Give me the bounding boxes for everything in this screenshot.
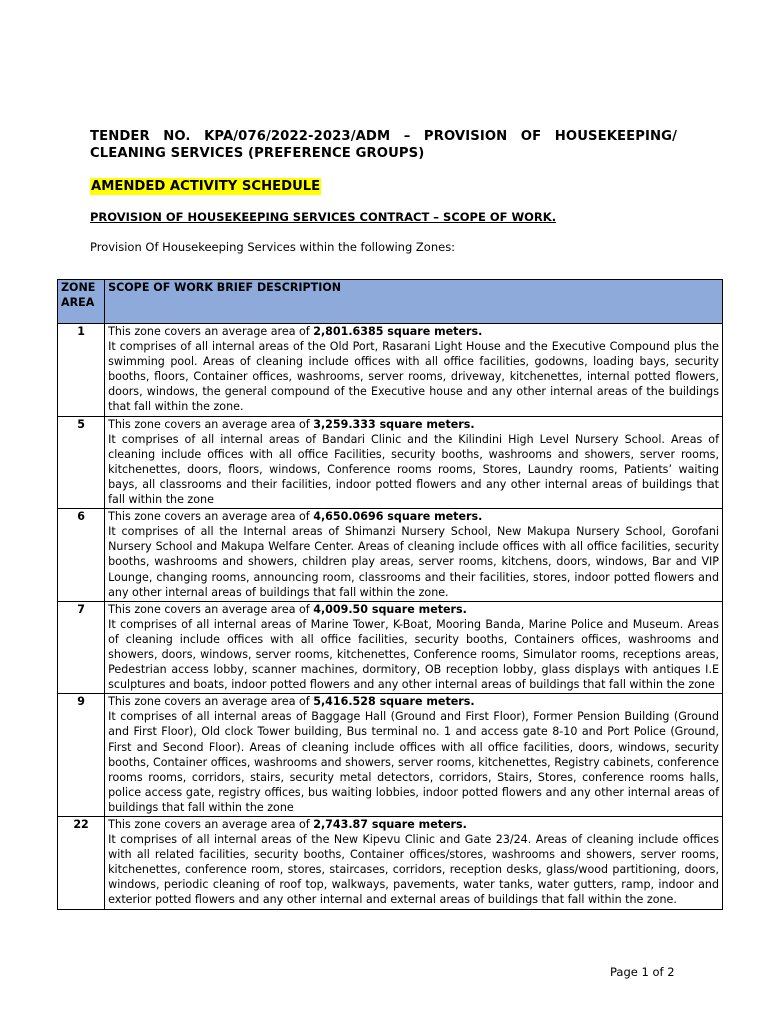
zone-area-line <box>108 509 719 524</box>
zone-number: 5 <box>58 416 105 509</box>
zone-area-line <box>108 817 719 832</box>
zones-table <box>57 279 723 910</box>
table-header-row <box>58 280 723 324</box>
area-prefix: This zone covers an average area of <box>108 602 314 616</box>
table-row <box>58 694 723 817</box>
zone-description <box>105 601 723 694</box>
zone-description <box>105 416 723 509</box>
table-row <box>58 509 723 602</box>
intro-text: Provision Of Housekeeping Services within the following Zones: <box>90 240 456 254</box>
page-number: Page 1 of 2 <box>610 965 675 979</box>
zone-description-text: It comprises of all internal areas of the Old Port, Rasarani Light House and the Executive Compound plus the swimming pool. Areas of cleaning include offices with all office facilities, godowns, loading bays, security booths, floors, Container offices, washrooms, server rooms, driveway, kitchenettes, internal potted flowers, doors, windows, the general compound of the Executive house and any other internal areas of the buildings that fall within the zone. <box>108 340 719 414</box>
tender-title: TENDER NO. KPA/076/2022-2023/ADM – PROVISION OF HOUSEKEEPING/ CLEANING SERVICES (PREFERENCE GROUPS) <box>90 129 677 161</box>
zone-number: 1 <box>58 324 105 417</box>
zone-area-line <box>108 417 719 432</box>
area-value: 2,743.87 square meters. <box>313 818 467 831</box>
zone-description-text: It comprises of all internal areas of Marine Tower, K-Boat, Mooring Banda, Marine Police and Museum. Areas of cleaning include offices with all office facilities, security booths, Containers offices, washrooms and showers, doors, windows, server rooms, kitchenettes, Conference rooms, Simulator rooms, receptions areas, Pedestrian access lobby, scanner machines, dormitory, OB reception lobby, glass displays with antiques I.E sculptures and boats, indoor potted flowers and any other internal areas of buildings that fall within the zone <box>108 617 719 692</box>
area-prefix: This zone covers an average area of <box>108 818 314 831</box>
table-row <box>58 324 723 417</box>
zone-number: 9 <box>58 694 105 817</box>
area-value: 4,009.50 square meters. <box>313 602 467 616</box>
table-row <box>58 817 723 910</box>
area-prefix: This zone covers an average area of <box>108 325 314 338</box>
table-row <box>58 601 723 694</box>
zone-description <box>105 324 723 417</box>
zone-description-text: It comprises of all internal areas of the New Kipevu Clinic and Gate 23/24. Areas of cleaning include offices with all related facilities, security booths, Container offices/stores, washrooms and showers, server rooms, kitchenettes, conference room, stores, staircases, corridors, reception desks, glass/wood partitioning, doors, windows, periodic cleaning of roof top, walkways, pavements, water tanks, water gutters, ramp, indoor and exterior potted flowers and any other internal and external areas of buildings that fall within the zone. <box>108 833 719 907</box>
scope-description-header: SCOPE OF WORK BRIEF DESCRIPTION <box>105 280 723 324</box>
area-value: 5,416.528 square meters. <box>313 695 475 709</box>
area-value: 3,259.333 square meters. <box>313 417 475 431</box>
zone-area-line <box>108 324 719 339</box>
zone-description-text: It comprises of all the Internal areas of Shimanzi Nursery School, New Makupa Nursery School, Gorofani Nursery School and Makupa Welfare Center. Areas of cleaning include offices with all office facilities, security booths, washrooms and showers, children play areas, server rooms, kitchens, doors, windows, Bar and VIP Lounge, changing rooms, announcing room, classrooms and their facilities, stores, indoor potted flowers and any other internal areas of buildings that fall within the zone. <box>108 525 719 599</box>
area-prefix: This zone covers an average area of <box>108 510 314 524</box>
area-value: 2,801.6385 square meters. <box>313 325 483 338</box>
area-prefix: This zone covers an average area of <box>108 695 314 709</box>
zone-description-text: It comprises of all internal areas of Baggage Hall (Ground and First Floor), Former Pension Building (Ground and First Floor), Old clock Tower building, Bus terminal no. 1 and access gate 8-10 and Port Police (Ground, First and Second Floor). Areas of cleaning include offices with all office facilities, doors, windows, security booths, Container offices, washrooms and showers, server rooms, kitchenettes, Registry cabinets, conference rooms rooms, corridors, stairs, security metal detectors, corridors, Stairs, Stores, conference rooms halls, police access gate, registry offices, bus waiting lobbies, indoor potted flowers and any other internal areas of buildings that fall within the zone <box>108 710 719 814</box>
zone-number: 22 <box>58 817 105 910</box>
area-prefix: This zone covers an average area of <box>108 417 314 431</box>
scope-of-work-heading: PROVISION OF HOUSEKEEPING SERVICES CONTRACT – SCOPE OF WORK. <box>90 210 557 224</box>
zone-description <box>105 694 723 817</box>
amended-schedule-label: AMENDED ACTIVITY SCHEDULE <box>91 179 321 194</box>
zone-number: 6 <box>58 509 105 602</box>
zone-number: 7 <box>58 601 105 694</box>
zone-area-line <box>108 694 719 709</box>
area-value: 4,650.0696 square meters. <box>313 510 483 524</box>
zone-description <box>105 817 723 910</box>
table-row <box>58 416 723 509</box>
zone-description-text: It comprises of all internal areas of Bandari Clinic and the Kilindini High Level Nursery School. Areas of cleaning include offices with all office Facilities, security booths, washrooms and showers, server rooms, kitchenettes, doors, floors, windows, Conference rooms rooms, Stores, Laundry rooms, Patients’ waiting bays, all classrooms and their facilities, indoor potted flowers and any other internal areas of buildings that fall within the zone <box>108 432 719 507</box>
zone-area-line <box>108 602 719 617</box>
zone-area-header: ZONE AREA <box>58 280 105 324</box>
zone-description <box>105 509 723 602</box>
